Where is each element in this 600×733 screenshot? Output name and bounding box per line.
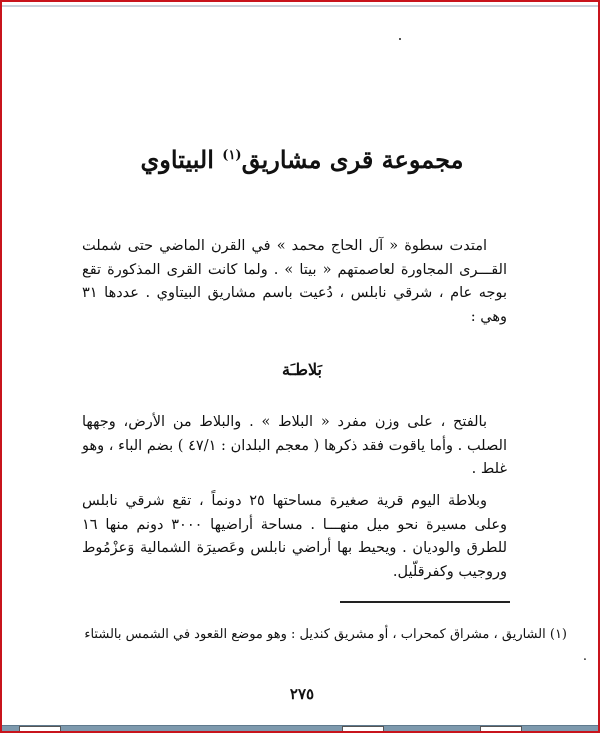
title-text: مجموعة قرى مشاريق [241,145,464,174]
title-suffix: البيتاوي [140,145,214,174]
scroll-tab[interactable] [342,726,384,731]
section-paragraph-2: وبلاطة اليوم قرية صغيرة مساحتها ٢٥ دونماً ، تقع شرقي نابلس وعلى مسيرة نحو ميل منهـــا . مساحة أراضيها ٣٠٠٠ دونم منها ١٦ للطرق والوديان . ويحيط بها أراضي نابلس وعَصيرَة الشمالية وَعزْمُوط وروجيب وكفرقلّيل. [82,493,508,580]
section-heading: بَلاطـَة [282,360,322,379]
intro-paragraph: امتدت سطوة « آل الحاج محمد » في القرن الماضي حتى شملت القـــرى المجاورة لعاصمتهم « بيتا » . ولما كانت القرى المذكورة تقع بوجه عام ، شرقي نابلس ، دُعيت باسم مشاريق البيتاوي . عددها ٣١ وهي : [82,238,507,325]
footnote-divider [340,601,510,603]
top-divider [2,5,598,7]
page-number: ٢٧٥ [289,685,315,703]
scroll-tab[interactable] [480,726,522,731]
footnote: (١) الشاريق ، مشراق كمحراب ، أو مشريق كنديل : وهو موضع القعود في الشمس بالشتاء . [84,627,587,664]
bottom-scrollbar[interactable] [2,725,598,731]
scroll-tab[interactable] [19,726,61,731]
footnote-ref[interactable]: (١) [222,148,242,163]
page-title [82,145,522,174]
scan-speck [399,38,401,40]
section-paragraph-1: بالفتح ، على وزن مفرد « البلاط » . والبلاط من الأرض، وجهها الصلب . وأما ياقوت فقد ذكرها ( معجم البلدان : ٤٧/١ ) بضم الباء ، وهو غلط . [82,414,508,477]
